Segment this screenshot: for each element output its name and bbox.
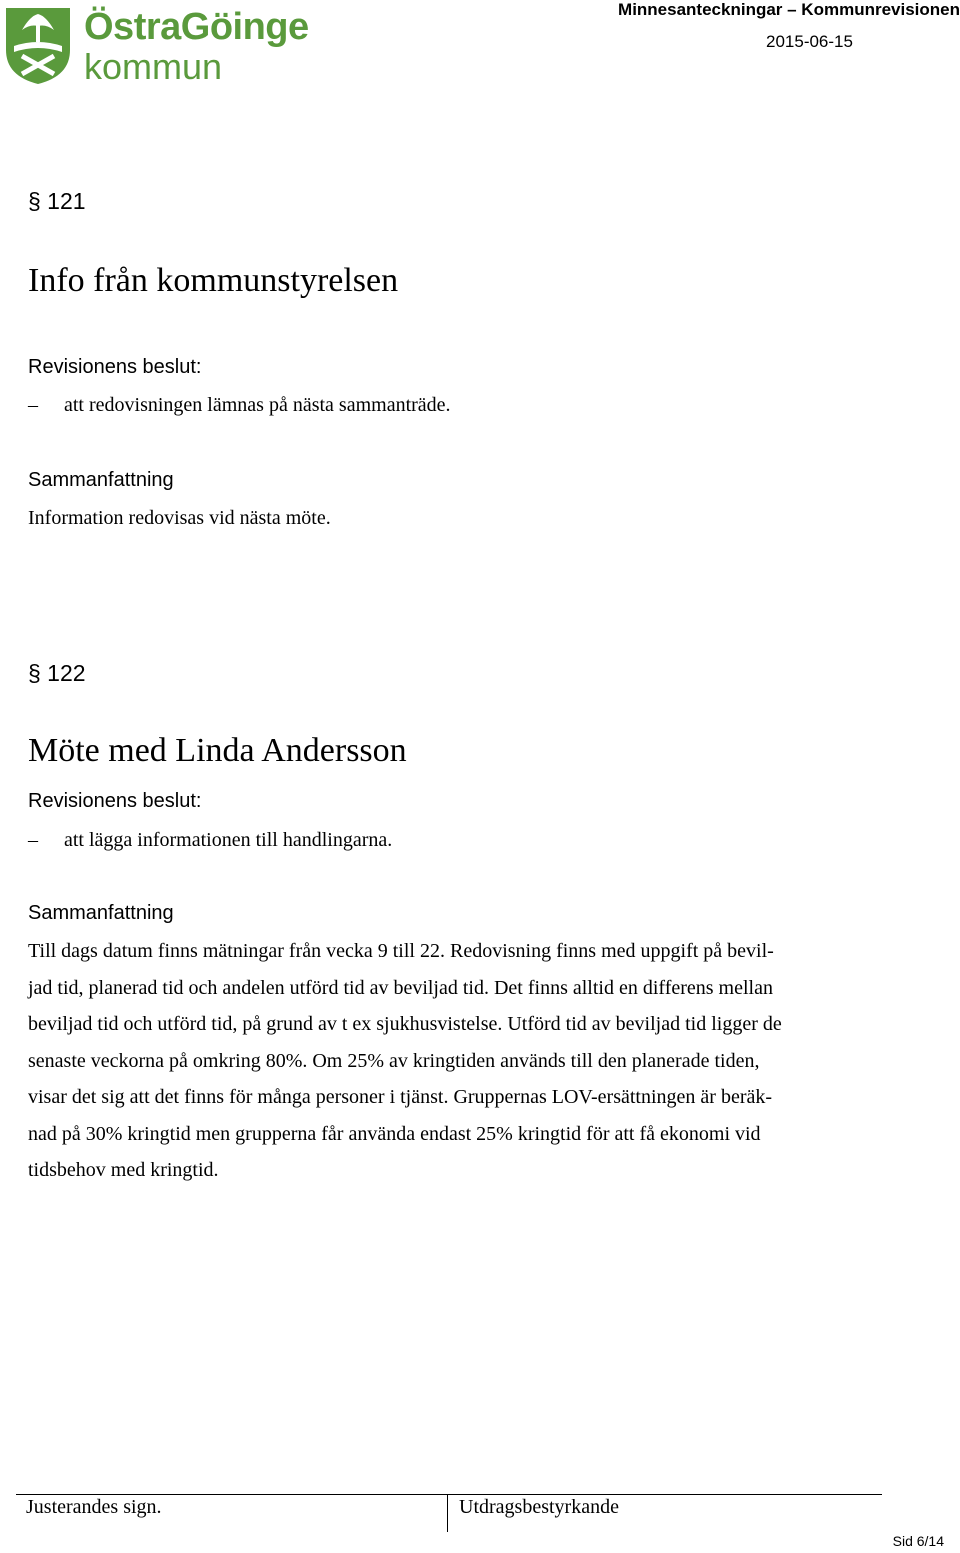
summary-line: Till dags datum finns mätningar från vecka 9 till 22. Redovisning finns med uppgift på bevil- <box>28 940 774 962</box>
summary-label: Sammanfattning <box>28 469 174 491</box>
section-number: § 121 <box>28 188 86 214</box>
decision-item <box>28 829 392 852</box>
logo-name: ÖstraGöinge <box>84 6 309 48</box>
certification-label: Utdragsbestyrkande <box>459 1496 619 1518</box>
decision-label: Revisionens beslut: <box>28 790 202 812</box>
summary-label: Sammanfattning <box>28 902 174 924</box>
document-title: Minnesanteckningar – Kommunrevisionen <box>618 0 960 19</box>
footer-divider <box>16 1494 882 1495</box>
section-title: Möte med Linda Andersson <box>28 732 407 769</box>
page-number: Sid 6/14 <box>892 1533 944 1549</box>
footer-vertical-divider <box>447 1494 448 1532</box>
summary-text: Information redovisas vid nästa möte. <box>28 507 331 529</box>
dash-bullet: – <box>28 829 38 851</box>
summary-line: visar det sig att det finns för många personer i tjänst. Gruppernas LOV-ersättningen är beräk- <box>28 1086 773 1108</box>
logo-emblem-icon <box>2 4 74 86</box>
decision-text: att lägga informationen till handlingarna. <box>64 829 393 851</box>
decision-text: att redovisningen lämnas på nästa sammanträde. <box>64 394 451 416</box>
document-date: 2015-06-15 <box>766 32 853 51</box>
signature-label: Justerandes sign. <box>26 1496 162 1518</box>
logo-subname: kommun <box>84 46 223 87</box>
summary-line: tidsbehov med kringtid. <box>28 1159 219 1181</box>
summary-line: beviljad tid och utförd tid, på grund av t ex sjukhusvistelse. Utförd tid av beviljad tid ligger de <box>28 1013 782 1035</box>
summary-line: senaste veckorna på omkring 80%. Om 25% av kringtiden används till den planerade tiden, <box>28 1049 760 1072</box>
summary-line: nad på 30% kringtid men grupperna får använda endast 25% kringtid för att få ekonomi vid <box>28 1122 761 1145</box>
section-title: Info från kommunstyrelsen <box>28 262 399 299</box>
summary-line: jad tid, planerad tid och andelen utförd tid av beviljad tid. Det finns alltid en differens mellan <box>28 976 773 999</box>
dash-bullet: – <box>28 394 38 416</box>
section-number: § 122 <box>28 660 86 686</box>
decision-label: Revisionens beslut: <box>28 356 202 378</box>
summary-text <box>28 933 948 1189</box>
municipality-logo <box>2 4 322 90</box>
decision-item <box>28 394 451 417</box>
